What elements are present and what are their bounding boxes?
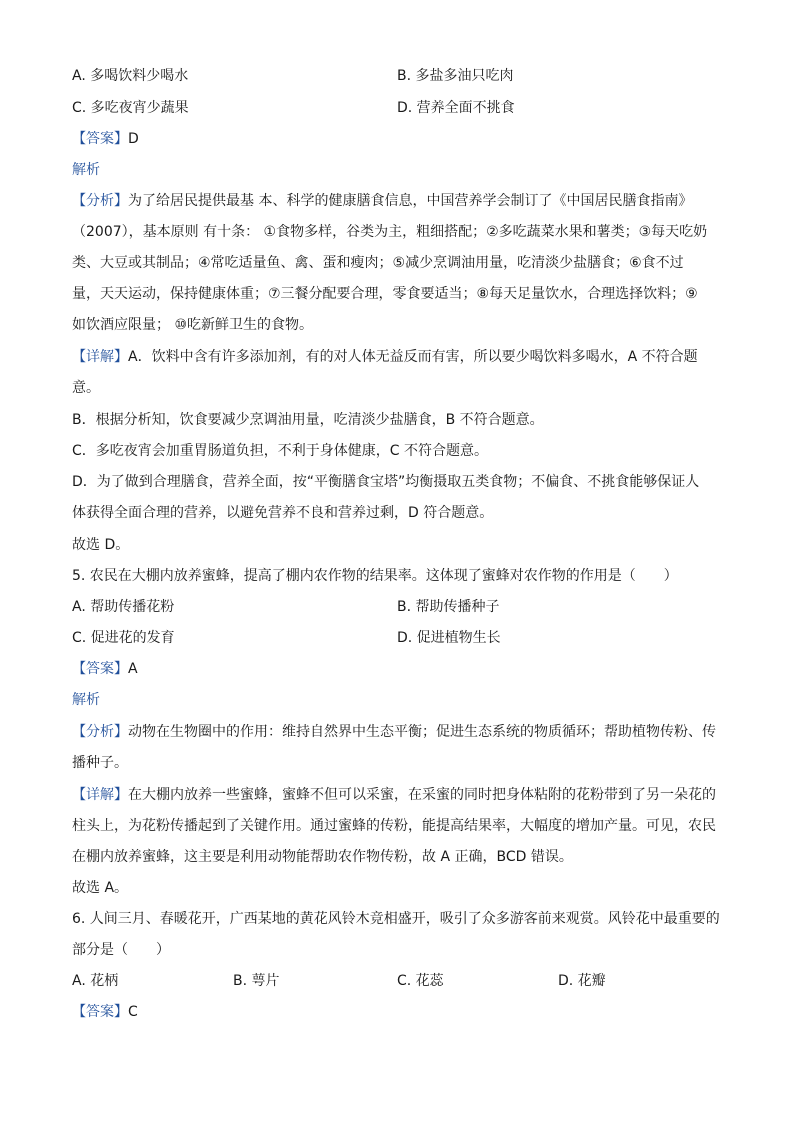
answer-tag: 【答案】 — [72, 131, 128, 147]
q4-fenxi-line-4: 量，天天运动，保持健康体重；⑦三餐分配要合理，零食要适当；⑧每天足量饮水，合理选择饮料；⑨ — [72, 286, 698, 302]
q6-option-c: C. 花蕊 — [397, 973, 444, 989]
q4-answer — [72, 129, 732, 149]
q4-fenxi-line-1 — [72, 191, 732, 211]
xiangjie-text: 在大棚内放养一些蜜蜂，蜜蜂不但可以采蜜，在采蜜的同时把身体粘附的花粉带到了另一朵花的 — [128, 787, 716, 803]
q6-option-b: B. 萼片 — [233, 973, 280, 989]
q4-xiangjie-line-2: 意。 — [72, 380, 100, 396]
q4-option-a: A. 多喝饮料少喝水 — [72, 68, 189, 84]
q4-option-b: B. 多盐多油只吃肉 — [397, 68, 514, 84]
q5-xiangjie-line-3: 在棚内放养蜜蜂，这主要是利用动物能帮助农作物传粉，故 A 正确，BCD 错误。 — [72, 849, 573, 865]
q5-option-d: D. 促进植物生长 — [397, 630, 501, 646]
q6-option-a: A. 花柄 — [72, 973, 119, 989]
q5-option-a: A. 帮助传播花粉 — [72, 599, 175, 615]
answer-value: A — [128, 661, 138, 677]
xiangjie-tag: 【详解】 — [72, 787, 128, 803]
q6-answer — [72, 1002, 732, 1022]
q6-stem-line-2: 部分是（ ） — [72, 942, 170, 958]
q5-fenxi-line-1 — [72, 722, 732, 742]
fenxi-tag: 【分析】 — [72, 724, 128, 740]
fenxi-text: 动物在生物圈中的作用：维持自然界中生态平衡；促进生态系统的物质循环；帮助植物传粉、传 — [128, 724, 716, 740]
q4-conclusion: 故选 D。 — [72, 537, 130, 553]
q4-option-d: D. 营养全面不挑食 — [397, 100, 515, 116]
fenxi-text: 为了给居民提供最基 本、科学的健康膳食信息，中国营养学会制订了《中国居民膳食指南》 — [128, 193, 693, 209]
q4-xiangjie-line-5: D．为了做到合理膳食，营养全面，按“平衡膳食宝塔”均衡摄取五类食物；不偏食、不挑食能够保证人 — [72, 474, 700, 490]
q4-fenxi-line-3: 类、大豆或其制品；④常吃适量鱼、禽、蛋和瘦肉；⑤减少烹调油用量，吃清淡少盐膳食；⑥食不过 — [72, 255, 684, 271]
q4-analysis-heading: 解析 — [72, 162, 100, 178]
answer-value: C — [128, 1004, 138, 1020]
q4-option-c: C. 多吃夜宵少蔬果 — [72, 100, 189, 116]
q5-xiangjie-line-1 — [72, 785, 732, 805]
answer-value: D — [128, 131, 139, 147]
q5-xiangjie-line-2: 柱头上，为花粉传播起到了关键作用。通过蜜蜂的传粉，能提高结果率，大幅度的增加产量。可见，农民 — [72, 818, 716, 834]
q5-option-c: C. 促进花的发育 — [72, 630, 175, 646]
q6-option-d: D. 花瓣 — [558, 973, 606, 989]
q5-answer — [72, 659, 732, 679]
xiangjie-tag: 【详解】 — [72, 349, 128, 365]
q5-fenxi-line-2: 播种子。 — [72, 755, 128, 771]
q4-xiangjie-line-3: B．根据分析知，饮食要减少烹调油用量，吃清淡少盐膳食，B 不符合题意。 — [72, 412, 544, 428]
fenxi-tag: 【分析】 — [72, 193, 128, 209]
q4-fenxi-line-5: 如饮酒应限量； ⑩吃新鲜卫生的食物。 — [72, 317, 313, 333]
q5-analysis-heading: 解析 — [72, 692, 100, 708]
q4-xiangjie-line-1 — [72, 347, 732, 367]
answer-tag: 【答案】 — [72, 661, 128, 677]
q5-option-b: B. 帮助传播种子 — [397, 599, 500, 615]
q4-xiangjie-line-6: 体获得全面合理的营养，以避免营养不良和营养过剩，D 符合题意。 — [72, 505, 494, 521]
q5-conclusion: 故选 A。 — [72, 880, 129, 896]
xiangjie-text: A．饮料中含有许多添加剂，有的对人体无益反而有害，所以要少喝饮料多喝水，A 不符合题 — [128, 349, 698, 365]
q5-stem: 5. 农民在大棚内放养蜜蜂，提高了棚内农作物的结果率。这体现了蜜蜂对农作物的作用是（ ） — [72, 568, 678, 584]
answer-tag: 【答案】 — [72, 1004, 128, 1020]
q6-stem-line-1: 6. 人间三月、春暖花开，广西某地的黄花风铃木竞相盛开，吸引了众多游客前来观赏。风铃花中最重要的 — [72, 911, 720, 927]
q4-xiangjie-line-4: C．多吃夜宵会加重胃肠道负担，不利于身体健康，C 不符合题意。 — [72, 443, 488, 459]
q4-fenxi-line-2: （2007），基本原则 有十条： ①食物多样，谷类为主，粗细搭配；②多吃蔬菜水果和薯类；③每天吃奶 — [72, 224, 708, 240]
